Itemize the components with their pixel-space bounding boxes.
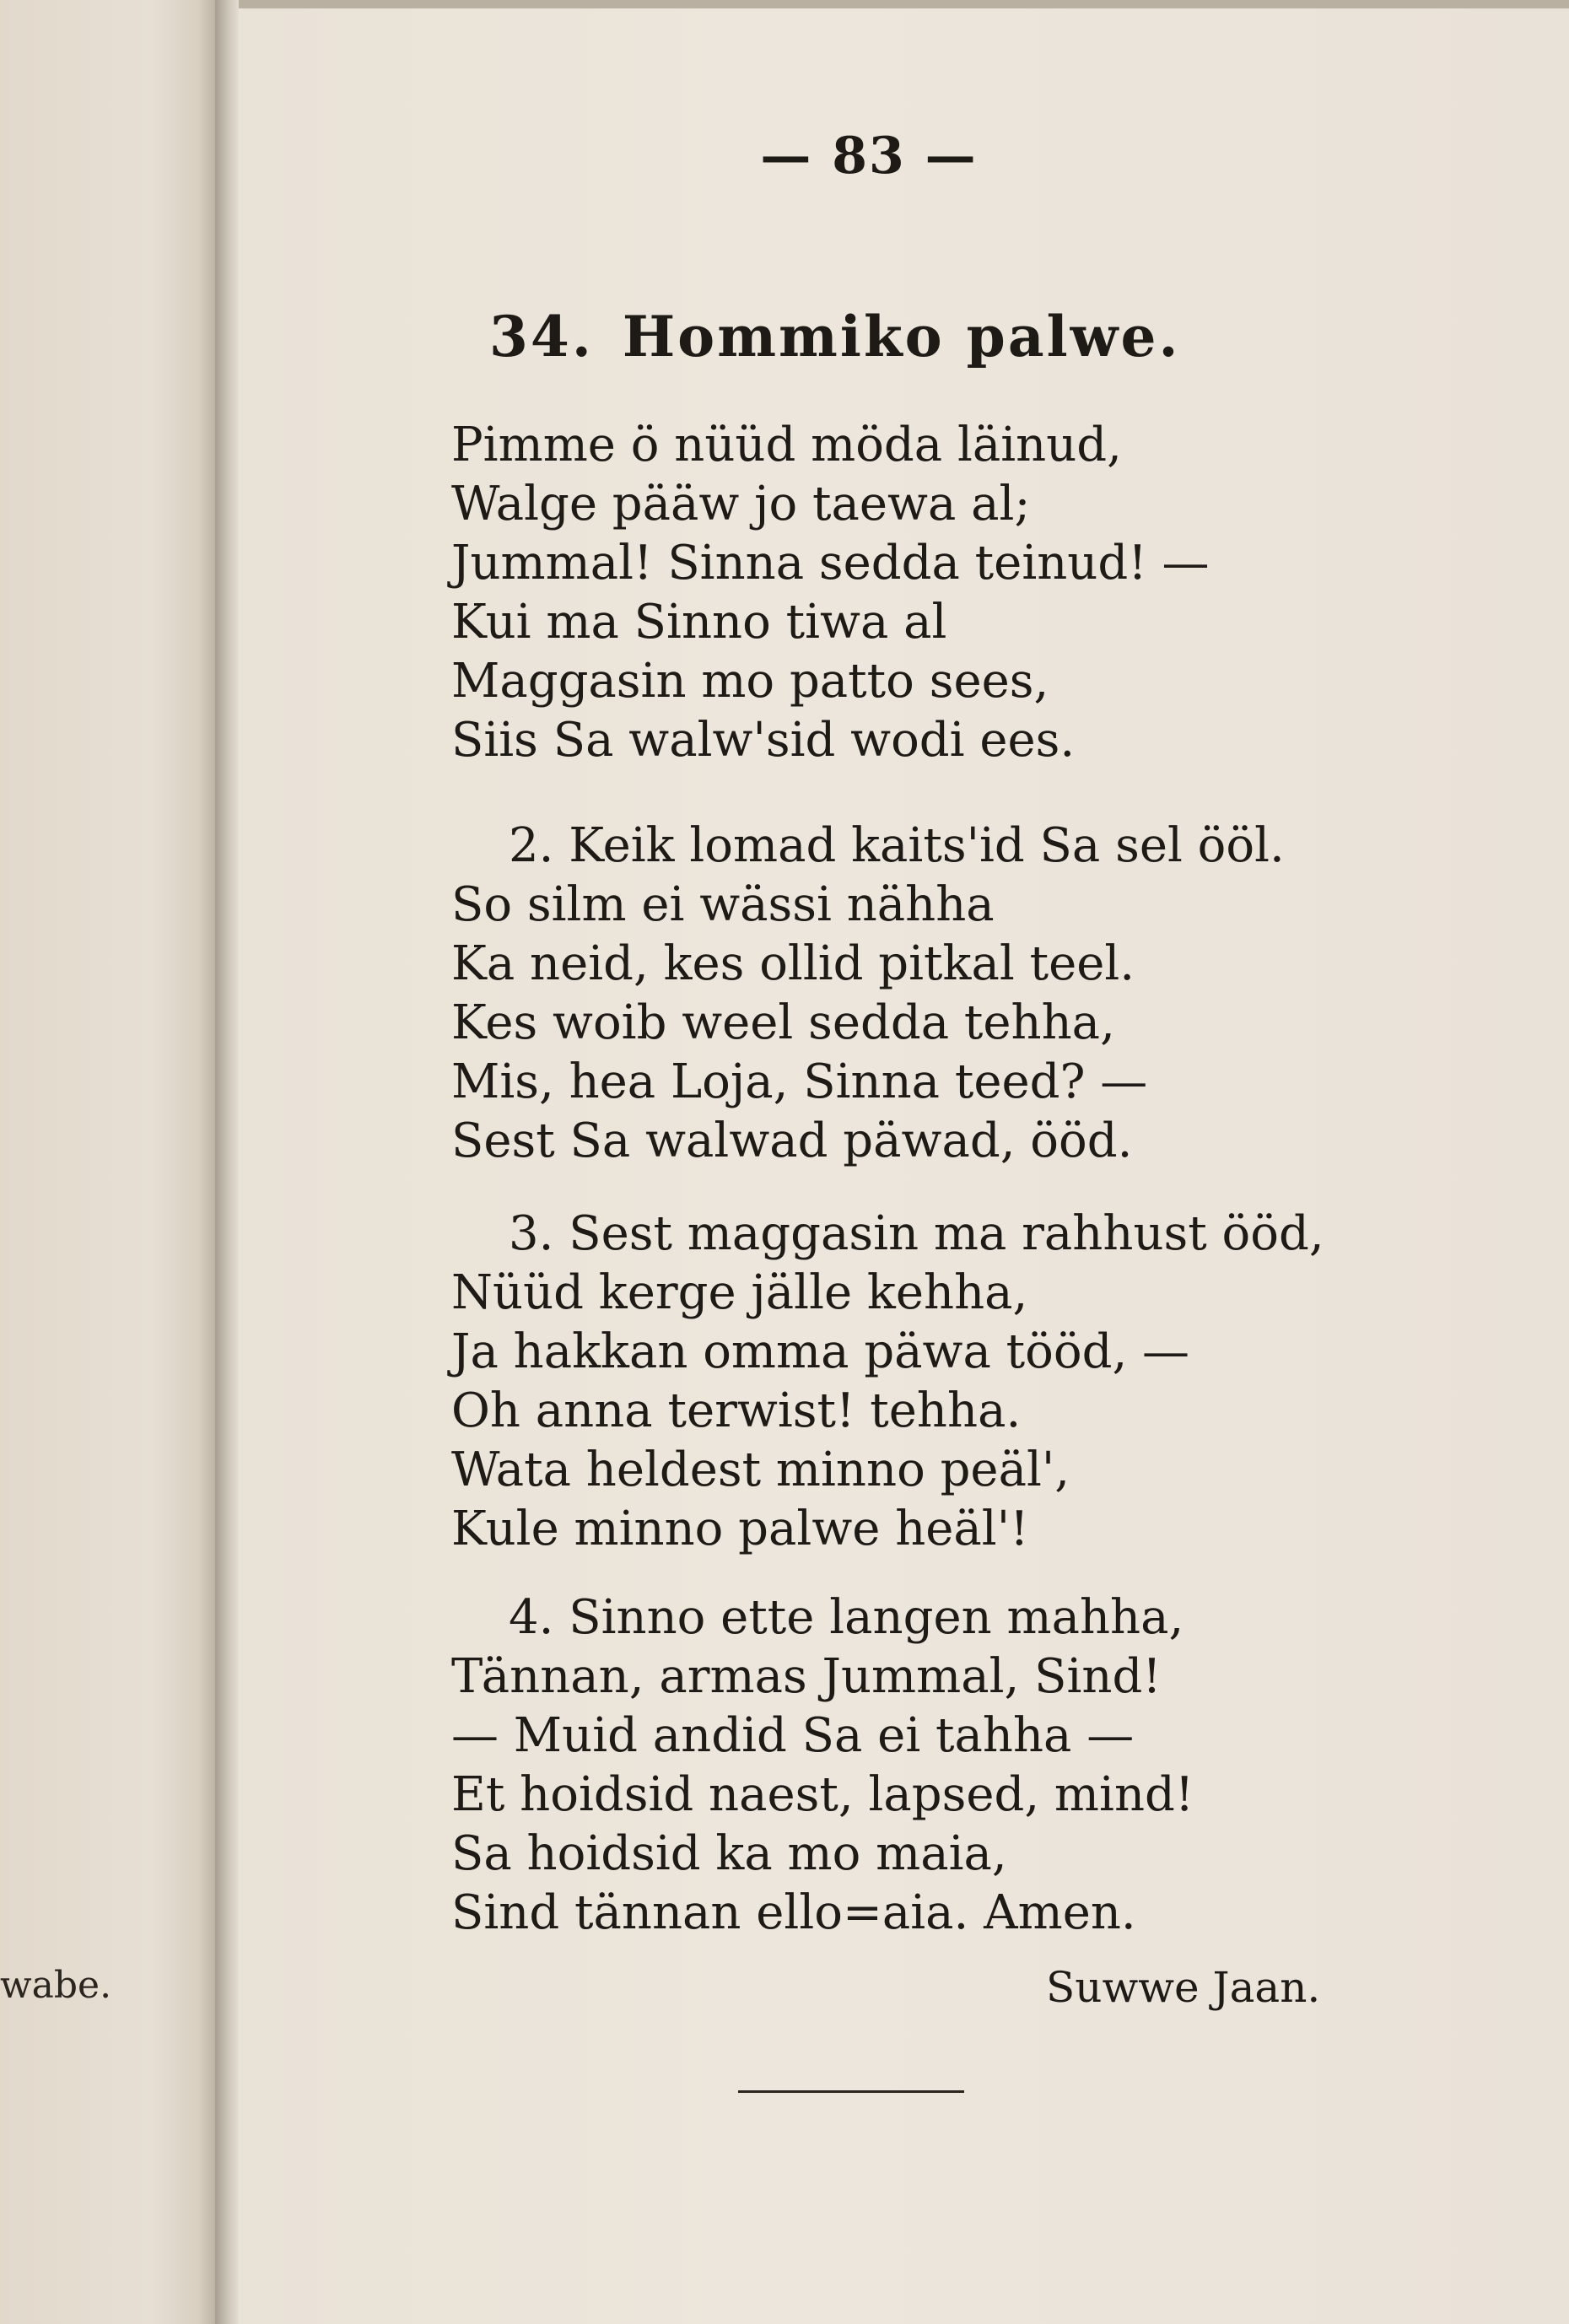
verse-line: Siis Sa walw'sid wodi ees. [451,713,1076,768]
verse-line: Mis, hea Loja, Sinna teed? — [451,1054,1148,1109]
verse-line: Oh anna terwist! tehha. [451,1383,1022,1438]
verse-line: Kes woib weel sedda tehha, [451,995,1115,1050]
verse-line: Sa hoidsid ka mo maia, [451,1826,1007,1881]
verse-line: Wata heldest minno peäl', [451,1442,1070,1497]
verse-line: Tännan, armas Jummal, Sind! [451,1649,1162,1704]
verse-line: Sind tännan ello=aia. Amen. [451,1885,1136,1940]
verse-line: Pimme ö nüüd möda läinud, [451,418,1122,472]
page-number: — 83 — [760,127,978,186]
verse-line: Walge pääw jo taewa al; [451,477,1031,531]
verse-line: Ja hakkan omma päwa tööd, — [451,1324,1190,1379]
verse-line: Sest Sa walwad päwad, ööd. [451,1113,1133,1168]
hymn-title-text: Hommiko palwe. [622,304,1181,369]
verse-line: 4. Sinno ette langen mahha, [509,1590,1184,1645]
page-top-edge [239,0,1569,8]
verse-line: So silm ei wässi nähha [451,877,995,932]
verse-line: 3. Sest maggasin ma rahhust ööd, [509,1206,1324,1261]
hymn-number: 34. [489,304,594,369]
verse-line: Jummal! Sinna sedda teinud! — [451,536,1210,590]
left-page-text-fragment: wabe. [0,1964,112,2007]
verse-line: Kule minno palwe heäl'! [451,1502,1029,1556]
end-rule-divider [738,2090,964,2093]
book-gutter [215,0,239,2324]
author-signature: Suwwe Jaan. [1046,1963,1321,2012]
left-page-strip [0,0,215,2324]
verse-line: Ka neid, kes ollid pitkal teel. [451,936,1135,991]
verse-line: — Muid andid Sa ei tahha — [451,1708,1135,1763]
hymn-title [489,304,1248,369]
verse-line: Maggasin mo patto sees, [451,654,1049,709]
verse-line: Nüüd kerge jälle kehha, [451,1265,1028,1320]
verse-line: Kui ma Sinno tiwa al [451,595,947,650]
verse-line: 2. Keik lomad kaits'id Sa sel ööl. [509,818,1285,873]
verse-line: Et hoidsid naest, lapsed, mind! [451,1767,1194,1822]
